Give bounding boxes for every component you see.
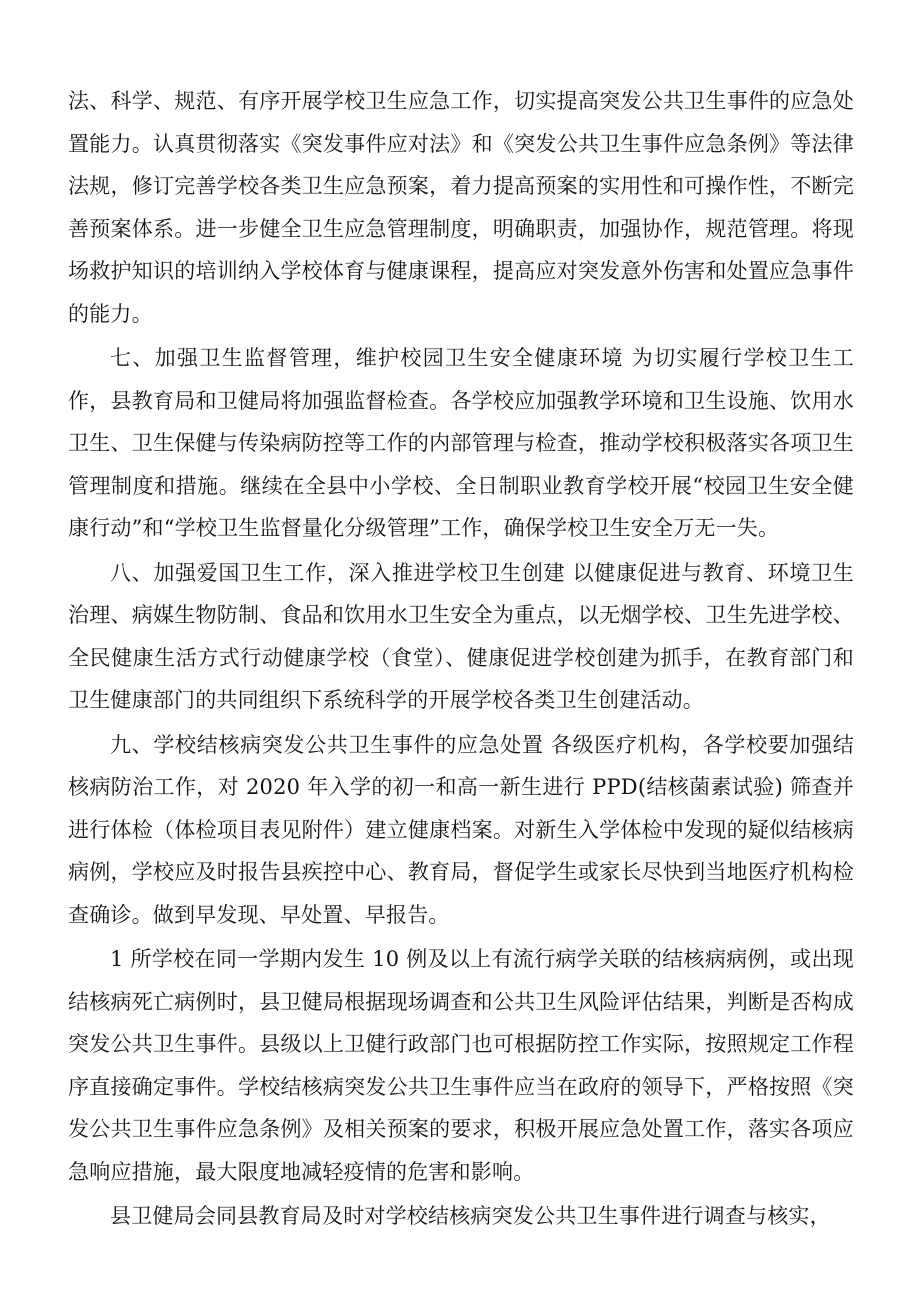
document-body [68, 80, 854, 1240]
paragraph-tb-event-criteria: 1 所学校在同一学期内发生 10 例及以上有流行病学关联的结核病病例，或出现结核病死亡病例时，县卫健局根据现场调查和公共卫生风险评估结果，判断是否构成突发公共卫生事件。县级以上卫健行政部门也可根据防控工作实际，按照规定工作程序直接确定事件。学校结核病突发公共卫生事件应当在政府的领导下，严格按照《突发公共卫生事件应急条例》及相关预案的要求，积极开展应急处置工作，落实各项应急响应措施，最大限度地减轻疫情的危害和影响。 [68, 947, 854, 1184]
paragraph-continuation: 法、科学、规范、有序开展学校卫生应急工作，切实提高突发公共卫生事件的应急处置能力。认真贯彻落实《突发事件应对法》和《突发公共卫生事件应急条例》等法律法规，修订完善学校各类卫生应急预案，着力提高预案的实用性和可操作性，不断完善预案体系。进一步健全卫生应急管理制度，明确职责，加强协作，规范管理。将现场救护知识的培训纳入学校体育与健康课程，提高应对突发意外伤害和处置应急事件的能力。 [68, 89, 854, 326]
paragraph-section-8: 八、加强爱国卫生工作，深入推进学校卫生创建 以健康促进与教育、环境卫生治理、病媒生物防制、食品和饮用水卫生安全为重点，以无烟学校、卫生先进学校、全民健康生活方式行动健康学校（食堂）、健康促进学校创建为抓手，在教育部门和卫生健康部门的共同组织下系统科学的开展学校各类卫生创建活动。 [68, 560, 854, 712]
paragraph-section-9: 九、学校结核病突发公共卫生事件的应急处置 各级医疗机构，各学校要加强结核病防治工作，对 2020 年入学的初一和高一新生进行 PPD(结核菌素试验) 筛查并进行体检（体检项目表见附件）建立健康档案。对新生入学体检中发现的疑似结核病病例，学校应及时报告县疾控中心、教育局，督促学生或家长尽快到当地医疗机构检查确诊。做到早发现、早处置、早报告。 [68, 732, 854, 927]
paragraph-section-7: 七、加强卫生监督管理，维护校园卫生安全健康环境 为切实履行学校卫生工作，县教育局和卫健局将加强监督检查。各学校应加强教学环境和卫生设施、饮用水卫生、卫生保健与传染病防控等工作的内部管理与检查，推动学校积极落实各项卫生管理制度和措施。继续在全县中小学校、全日制职业教育学校开展“校园卫生安全健康行动”和“学校卫生监督量化分级管理”工作，确保学校卫生安全万无一失。 [68, 346, 854, 540]
paragraph-investigation: 县卫健局会同县教育局及时对学校结核病突发公共卫生事件进行调查与核实， [110, 1204, 831, 1228]
